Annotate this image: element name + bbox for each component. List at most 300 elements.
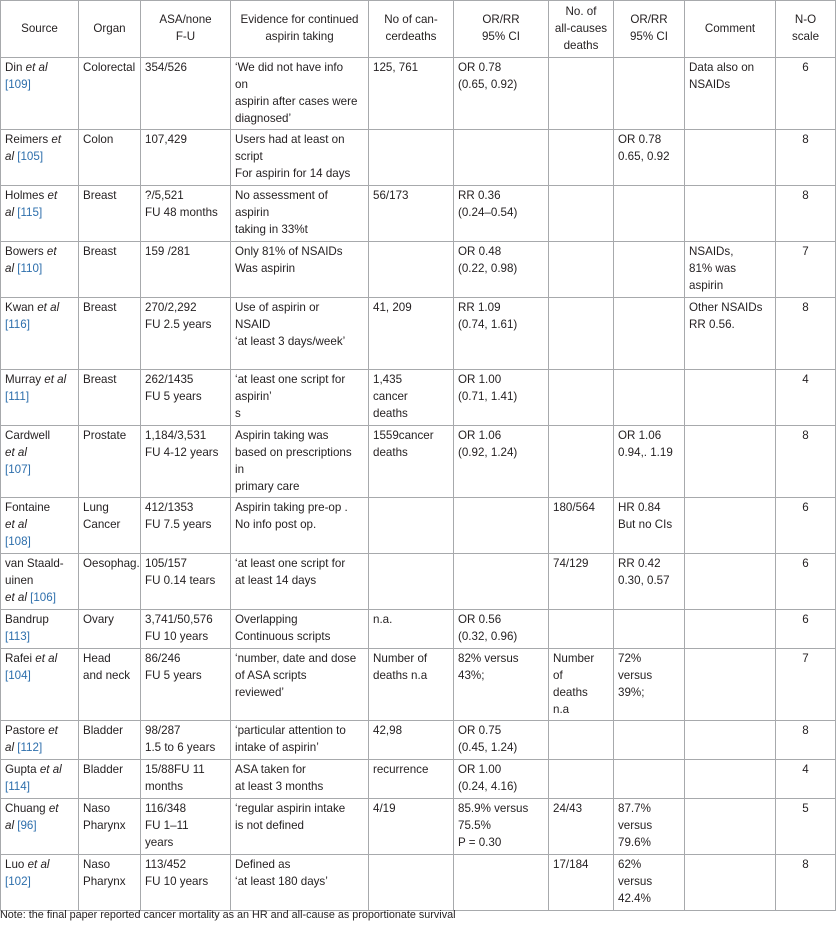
cell-or-rr-1 (454, 855, 549, 911)
cell-source (1, 242, 79, 298)
header-line: ASA/none (159, 13, 212, 27)
source-line (5, 244, 74, 261)
cell-line: Lung (83, 501, 109, 515)
header-line: Source (21, 21, 58, 35)
source-text: al (14, 446, 27, 460)
source-line (5, 500, 74, 517)
cell-line: 107,429 (145, 133, 187, 147)
cell-asa (141, 554, 231, 610)
cell-line: Breast (83, 189, 117, 203)
cell-source (1, 554, 79, 610)
cell-line: OR 1.06 (618, 429, 662, 443)
cell-line: at least 14 days (235, 574, 317, 588)
cell-source (1, 370, 79, 426)
cell-comment (685, 426, 776, 498)
cell-line: of (553, 669, 563, 683)
cell-line: FU 2.5 years (145, 318, 212, 332)
cell-nos: 6 (776, 554, 836, 610)
cell-comment (685, 610, 776, 649)
cell-line: 116/348 (145, 802, 187, 816)
cell-asa (141, 498, 231, 554)
table-row (1, 242, 836, 298)
cell-or-rr-2 (614, 186, 685, 242)
reference-link[interactable]: [107] (5, 462, 31, 476)
cell-line: NSAIDs, (689, 245, 734, 259)
cell-line: cancer (373, 390, 408, 404)
cell-evidence (231, 242, 369, 298)
cell-nos: 8 (776, 298, 836, 370)
source-line (5, 573, 74, 590)
source-text: et (46, 245, 57, 259)
cell-line: Pharynx (83, 875, 126, 889)
cell-line: FU 7.5 years (145, 518, 212, 532)
cell-line: at least 3 months (235, 780, 324, 794)
cell-or-rr-1 (454, 370, 549, 426)
source-line (5, 723, 74, 740)
cell-line: ‘at least one script for (235, 557, 346, 571)
cell-organ (79, 855, 141, 911)
cell-or-rr-2 (614, 855, 685, 911)
cell-line: FU 48 months (145, 206, 218, 220)
cell-all-cause (549, 760, 614, 799)
cell-nos: 7 (776, 649, 836, 721)
cell-line: Data also on (689, 61, 755, 75)
cell-comment (685, 370, 776, 426)
reference-link[interactable]: [112] (14, 741, 43, 755)
header-asa-none-fu (141, 1, 231, 58)
cell-organ (79, 649, 141, 721)
cell-or-rr-1 (454, 649, 549, 721)
header-line: scale (791, 30, 820, 44)
source-text: et al (44, 373, 67, 387)
header-line: OR/RR (482, 13, 520, 27)
cell-comment (685, 760, 776, 799)
cell-line: recurrence (373, 763, 429, 777)
cell-line: P = 0.30 (458, 835, 502, 849)
cell-line: Use of aspirin or (235, 301, 320, 315)
cell-line: (0.74, 1.61) (458, 318, 518, 332)
cell-cancer-deaths (369, 649, 454, 721)
cell-comment (685, 554, 776, 610)
cell-or-rr-2 (614, 426, 685, 498)
cell-source (1, 426, 79, 498)
source-line (5, 300, 74, 317)
cell-line: Naso (83, 802, 111, 816)
cell-line: Breast (83, 373, 117, 387)
source-line (5, 857, 74, 874)
reference-link[interactable]: [106] (26, 590, 56, 604)
header-line: Comment (704, 21, 756, 35)
source-line (5, 590, 74, 607)
source-line (5, 534, 74, 551)
source-line (5, 556, 74, 573)
cell-line: 1,435 (373, 373, 403, 387)
cell-line: 15/88FU 11 (145, 763, 205, 777)
cell-asa (141, 855, 231, 911)
cell-line: 42.4% (618, 891, 651, 905)
source-text: al (14, 518, 27, 532)
cell-line: FU 5 years (145, 390, 202, 404)
source-line (5, 205, 74, 222)
cell-line: aspirin (689, 278, 724, 292)
header-nos-scale (776, 1, 836, 58)
cell-line: deaths (553, 685, 588, 699)
cell-nos: 6 (776, 58, 836, 130)
cell-or-rr-1 (454, 760, 549, 799)
header-line: F-U (175, 30, 196, 44)
cell-comment (685, 855, 776, 911)
reference-link[interactable]: [104] (5, 669, 31, 683)
cell-line: OR 1.00 (458, 763, 502, 777)
cell-asa (141, 799, 231, 855)
cell-or-rr-2 (614, 799, 685, 855)
table-row (1, 855, 836, 911)
cell-line: 43%; (458, 669, 485, 683)
cell-source (1, 721, 79, 760)
cell-line: Overlapping (235, 613, 298, 627)
source-line (5, 445, 74, 462)
cell-or-rr-1 (454, 498, 549, 554)
header-cancer-deaths (369, 1, 454, 58)
source-line (5, 389, 74, 406)
source-line (5, 149, 74, 166)
header-line: cerdeaths (385, 30, 437, 44)
cell-evidence (231, 760, 369, 799)
cell-line: n.a. (373, 613, 393, 627)
cell-cancer-deaths (369, 498, 454, 554)
cell-line: Naso (83, 858, 111, 872)
cell-line: years (145, 835, 174, 849)
cell-line: Pharynx (83, 819, 126, 833)
cell-line: (0.45, 1.24) (458, 741, 518, 755)
source-line (5, 372, 74, 389)
cell-line: 0.30, 0.57 (618, 574, 670, 588)
cell-source (1, 498, 79, 554)
header-or-rr-all-cause (614, 1, 685, 58)
source-text: et (51, 133, 62, 147)
cell-line: 86/246 (145, 652, 181, 666)
cell-asa (141, 58, 231, 130)
cell-line: ‘at least 180 days’ (235, 875, 328, 889)
source-line (5, 428, 74, 445)
cell-comment (685, 242, 776, 298)
cell-line: versus (618, 819, 653, 833)
cell-line: is not defined (235, 819, 304, 833)
cell-line: HR 0.84 (618, 501, 661, 515)
cell-evidence (231, 186, 369, 242)
reference-link[interactable]: [108] (5, 534, 31, 548)
cell-line: ‘regular aspirin intake (235, 802, 346, 816)
cell-line: 98/287 (145, 724, 181, 738)
cell-line: aspirin (235, 206, 270, 220)
cell-line: 79.6% (618, 835, 651, 849)
cell-asa (141, 186, 231, 242)
reference-link[interactable]: [110] (14, 262, 43, 276)
cell-organ (79, 58, 141, 130)
header-all-cause-deaths (549, 1, 614, 58)
source-text: Cardwell (5, 429, 51, 443)
cell-evidence (231, 370, 369, 426)
cell-cancer-deaths (369, 799, 454, 855)
cell-line: 42,98 (373, 724, 403, 738)
cell-all-cause (549, 58, 614, 130)
cell-or-rr-1 (454, 242, 549, 298)
reference-link[interactable]: [111] (5, 390, 30, 404)
cell-comment (685, 58, 776, 130)
reference-link[interactable]: [115] (14, 206, 43, 220)
cell-line: 0.94,. 1.19 (618, 446, 673, 460)
cell-all-cause (549, 855, 614, 911)
reference-link[interactable]: [113] (5, 630, 30, 644)
source-text: uinen (5, 574, 34, 588)
cell-line: (0.71, 1.41) (458, 390, 518, 404)
cell-line: Bladder (83, 724, 123, 738)
cell-asa (141, 760, 231, 799)
source-text: et al (27, 858, 50, 872)
cell-line: of ASA scripts (235, 669, 307, 683)
cell-line: Other NSAIDs (689, 301, 763, 315)
cell-asa (141, 426, 231, 498)
header-line: N-O (794, 13, 817, 27)
cell-line: OR 0.78 (458, 61, 502, 75)
cell-source (1, 186, 79, 242)
table-row (1, 426, 836, 498)
cell-asa (141, 298, 231, 370)
table-body (1, 58, 836, 911)
table-row (1, 370, 836, 426)
cell-line: No info post op. (235, 518, 317, 532)
cell-line: ‘at least 3 days/week’ (235, 334, 346, 348)
cell-line: on (235, 78, 248, 92)
cell-cancer-deaths (369, 426, 454, 498)
cell-line: Was aspirin (235, 262, 296, 276)
cell-line: (0.92, 1.24) (458, 446, 518, 460)
cell-all-cause (549, 426, 614, 498)
source-text: Chuang (5, 802, 49, 816)
header-line: aspirin taking (265, 30, 334, 44)
cell-line: primary care (235, 479, 300, 493)
source-text: et al (35, 652, 58, 666)
cell-organ (79, 760, 141, 799)
cell-cancer-deaths (369, 610, 454, 649)
source-line (5, 818, 74, 835)
cell-line: 354/526 (145, 61, 187, 75)
source-line (5, 317, 74, 334)
cell-line: OR 0.56 (458, 613, 502, 627)
cell-or-rr-1 (454, 298, 549, 370)
table-row (1, 130, 836, 186)
cell-line: 39%; (618, 685, 645, 699)
cell-all-cause (549, 370, 614, 426)
source-text: al (5, 819, 15, 833)
cell-cancer-deaths (369, 554, 454, 610)
header-line: Evidence for continued (240, 13, 359, 27)
cell-organ (79, 370, 141, 426)
cell-cancer-deaths (369, 298, 454, 370)
source-line (5, 801, 74, 818)
cell-line: OR 0.75 (458, 724, 502, 738)
source-line (5, 517, 74, 534)
cell-line: OR 0.48 (458, 245, 502, 259)
cell-or-rr-2 (614, 370, 685, 426)
source-text: et (5, 518, 15, 532)
cell-all-cause (549, 799, 614, 855)
reference-link[interactable]: [96] (14, 819, 37, 833)
cell-line: aspirin after cases were (235, 94, 358, 108)
cell-line: 85.9% versus (458, 802, 529, 816)
header-line: No of can- (384, 13, 438, 27)
cell-all-cause (549, 649, 614, 721)
header-line: No. of (565, 5, 597, 18)
cell-line: 62% (618, 858, 642, 872)
cell-line: s (235, 406, 241, 420)
header-line: deaths (563, 38, 599, 52)
cell-evidence (231, 649, 369, 721)
cell-line: 180/564 (553, 501, 595, 515)
cell-or-rr-2 (614, 298, 685, 370)
table-row (1, 799, 836, 855)
cell-line: FU 5 years (145, 669, 202, 683)
cell-cancer-deaths (369, 242, 454, 298)
cell-evidence (231, 298, 369, 370)
cell-line: 56/173 (373, 189, 409, 203)
cell-line: 262/1435 (145, 373, 194, 387)
cell-line: RR 0.42 (618, 557, 661, 571)
cell-organ (79, 298, 141, 370)
cell-or-rr-1 (454, 721, 549, 760)
cell-or-rr-1 (454, 58, 549, 130)
cell-all-cause (549, 242, 614, 298)
cell-or-rr-2 (614, 649, 685, 721)
cell-line: Number (553, 652, 595, 666)
source-line (5, 668, 74, 685)
reference-link[interactable]: [102] (5, 875, 31, 889)
cell-nos: 8 (776, 721, 836, 760)
cell-line: NSAID (235, 318, 271, 332)
table-row (1, 58, 836, 130)
cell-line: ‘particular attention to (235, 724, 346, 738)
cell-evidence (231, 855, 369, 911)
cell-cancer-deaths (369, 186, 454, 242)
cell-comment (685, 186, 776, 242)
cell-or-rr-1 (454, 610, 549, 649)
cell-line: FU 10 years (145, 875, 209, 889)
reference-link[interactable]: [114] (5, 780, 30, 794)
cell-line: Ovary (83, 613, 114, 627)
source-text: et al (39, 763, 62, 777)
cell-line: ?/5,521 (145, 189, 184, 203)
cell-line: (0.32, 0.96) (458, 630, 518, 644)
cell-nos: 8 (776, 855, 836, 911)
cell-comment (685, 721, 776, 760)
cell-asa (141, 242, 231, 298)
cell-source (1, 855, 79, 911)
cell-line: Colon (83, 133, 114, 147)
cell-line: 74/129 (553, 557, 589, 571)
cell-organ (79, 186, 141, 242)
cell-line: FU 1–11 (145, 819, 189, 833)
source-line (5, 651, 74, 668)
table-row (1, 554, 836, 610)
reference-link[interactable]: [109] (5, 78, 31, 92)
cell-cancer-deaths (369, 130, 454, 186)
source-text: et al (25, 61, 48, 75)
source-text: Kwan (5, 301, 38, 315)
source-text: al (5, 262, 15, 276)
cell-cancer-deaths (369, 58, 454, 130)
cell-asa (141, 370, 231, 426)
table-row (1, 298, 836, 370)
cell-source (1, 610, 79, 649)
cell-asa (141, 130, 231, 186)
cell-line: 72% (618, 652, 642, 666)
cell-evidence (231, 554, 369, 610)
cell-organ (79, 721, 141, 760)
cell-or-rr-2 (614, 498, 685, 554)
cell-line: 41, 209 (373, 301, 412, 315)
cell-line: (0.22, 0.98) (458, 262, 518, 276)
cell-organ (79, 610, 141, 649)
source-line (5, 612, 74, 629)
cell-comment (685, 799, 776, 855)
source-text: et (48, 724, 58, 738)
cell-line: FU 4-12 years (145, 446, 219, 460)
cell-or-rr-2 (614, 58, 685, 130)
cell-line: 159 /281 (145, 245, 191, 259)
cell-line: Bladder (83, 763, 123, 777)
cell-line: n.a (553, 702, 570, 716)
cell-line: 81% was (689, 262, 737, 276)
source-text: Holmes (5, 189, 48, 203)
source-text: et (48, 802, 59, 816)
header-organ (79, 1, 141, 58)
cell-line: Users had at least on (235, 133, 345, 147)
source-text: Reimers (5, 133, 52, 147)
cell-line: RR 0.56. (689, 318, 735, 332)
source-line (5, 462, 74, 479)
header-evidence (231, 1, 369, 58)
cell-line: For aspirin for 14 days (235, 166, 351, 180)
cell-organ (79, 130, 141, 186)
cell-line: in (235, 462, 245, 476)
reference-link[interactable]: [116] (5, 318, 30, 332)
cell-line: ‘number, date and dose (235, 652, 357, 666)
table-row (1, 498, 836, 554)
cell-line: 270/2,292 (145, 301, 197, 315)
cell-nos: 7 (776, 242, 836, 298)
cell-organ (79, 498, 141, 554)
cell-all-cause (549, 721, 614, 760)
cell-line: script (235, 150, 263, 164)
cell-all-cause (549, 186, 614, 242)
cell-or-rr-2 (614, 610, 685, 649)
header-line: 95% CI (481, 30, 521, 44)
cell-nos: 4 (776, 370, 836, 426)
cell-evidence (231, 799, 369, 855)
cell-all-cause (549, 610, 614, 649)
cell-line: (0.65, 0.92) (458, 78, 518, 92)
reference-link[interactable]: [105] (14, 150, 44, 164)
cell-line: 1559cancer (373, 429, 434, 443)
cell-or-rr-2 (614, 760, 685, 799)
cell-line: deaths n.a (373, 669, 428, 683)
cell-line: Prostate (83, 429, 127, 443)
cell-line: (0.24–0.54) (458, 206, 518, 220)
source-line (5, 629, 74, 646)
cell-line: reviewed’ (235, 685, 284, 699)
source-text: al (5, 741, 15, 755)
cell-line: ASA taken for (235, 763, 306, 777)
